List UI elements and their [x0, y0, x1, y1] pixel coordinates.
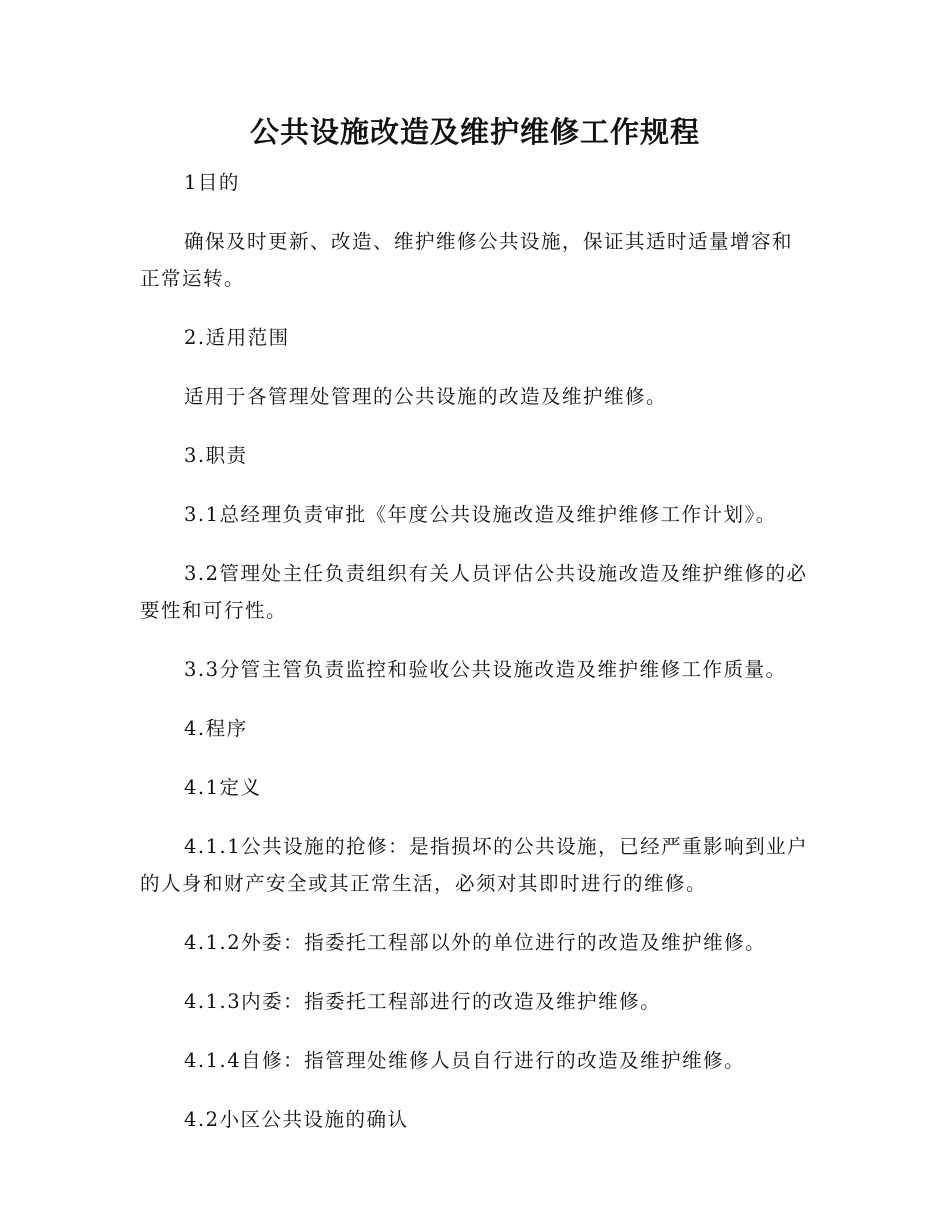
scope-text: 适用于各管理处管理的公共设施的改造及维护维修。 — [184, 385, 668, 408]
responsibility-3-1: 3.1总经理负责审批《年度公共设施改造及维护维修工作计划》。 — [184, 503, 777, 526]
definition-4-1-3: 4.1.3内委：指委托工程部进行的改造及维护维修。 — [184, 990, 662, 1013]
responsibility-3-3: 3.3分管主管负责监控和验收公共设施改造及维护维修工作质量。 — [184, 658, 787, 681]
definition-4-1-1: 4.1.1公共设施的抢修：是指损坏的公共设施，已经严重影响到业户的人身和财产安全或其正常生活，必须对其即时进行的维修。 — [140, 835, 809, 895]
purpose-text: 确保及时更新、改造、维护维修公共设施，保证其适时适量增容和正常运转。 — [140, 230, 794, 290]
document-body — [140, 164, 812, 1160]
heading-procedure: 4.程序 — [184, 717, 248, 740]
heading-responsibilities: 3.职责 — [184, 444, 248, 467]
responsibility-3-2: 3.2管理处主任负责组织有关人员评估公共设施改造及维护维修的必要性和可行性。 — [140, 562, 808, 622]
definition-4-1-2: 4.1.2外委：指委托工程部以外的单位进行的改造及维护维修。 — [184, 931, 767, 954]
heading-scope: 2.适用范围 — [184, 326, 290, 349]
heading-definitions: 4.1定义 — [184, 776, 262, 799]
document-title: 公共设施改造及维护维修工作规程 — [249, 115, 700, 149]
heading-purpose: 1目的 — [184, 171, 240, 194]
definition-4-1-4: 4.1.4自修：指管理处维修人员自行进行的改造及维护维修。 — [184, 1049, 746, 1072]
heading-facility-confirmation: 4.2小区公共设施的确认 — [184, 1108, 409, 1131]
